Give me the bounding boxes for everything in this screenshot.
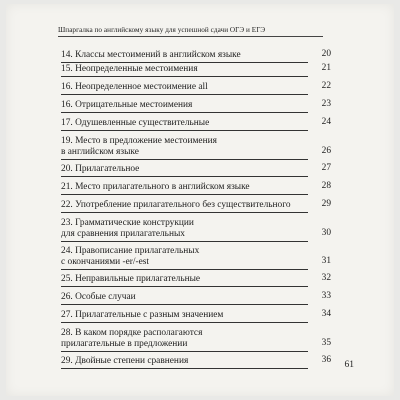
toc-entry-title-line: 24. Правописание прилагательных — [61, 246, 200, 256]
toc-entry-title-line: 19. Место в предложение местоимения — [61, 136, 217, 146]
toc-entry-title — [61, 200, 308, 213]
toc-entry-title-line: 28. В каком порядке располагаются — [61, 328, 203, 338]
toc-entry-page: 31 — [321, 256, 331, 266]
toc-entry-title-line: 20. Прилагательное — [61, 164, 140, 174]
toc-entry-title — [61, 82, 308, 95]
toc-entry-title-line: 17. Одушевленные существительные — [61, 118, 210, 128]
toc-entry-title-line: 14. Классы местоимений в английском языке — [61, 50, 241, 60]
toc-entry-title-line: в английском языке — [61, 147, 139, 157]
toc-entry-page: 20 — [321, 49, 331, 59]
toc-entry-title-line: 15. Неопределенные местоимения — [61, 64, 198, 74]
toc-entry — [61, 100, 331, 111]
toc-entry-title — [61, 274, 308, 287]
toc-entry — [61, 64, 331, 75]
toc-entry-title — [61, 218, 308, 242]
toc-entry-title — [61, 292, 308, 305]
toc-entry-title — [61, 50, 308, 63]
toc-entry-title-line: 25. Неправильные прилагательные — [61, 274, 201, 284]
toc-entry — [61, 218, 331, 240]
toc-entry-page: 33 — [321, 291, 331, 301]
toc-entry-title-line: с окончаниями -er/-est — [61, 257, 150, 267]
toc-entry-page: 36 — [321, 355, 331, 365]
toc-entry-title-line: 27. Прилагательные с разным значением — [61, 310, 224, 320]
toc-entry-page: 32 — [321, 273, 331, 283]
toc-entry — [61, 182, 331, 193]
toc-entry-title — [61, 182, 308, 195]
toc-entry-title-line: 22. Употребление прилагательного без существительного — [61, 200, 291, 210]
toc-entry-title-line: 23. Грамматические конструкции — [61, 218, 194, 228]
toc-entry — [61, 118, 331, 129]
toc-entry — [61, 310, 331, 321]
toc-entry-page: 21 — [321, 63, 331, 73]
toc-entry-title-line: для сравнения прилагательных — [61, 229, 185, 239]
toc-entry — [61, 50, 331, 61]
toc-entry — [61, 82, 331, 93]
toc-entry-title-line: прилагательные в предложении — [61, 339, 188, 349]
toc-entry-title — [61, 100, 308, 113]
toc-entry-title-line: 21. Место прилагательного в английском языке — [61, 182, 250, 192]
toc-entry-title-line: 16. Отрицательные местоимения — [61, 100, 193, 110]
toc-entry-page: 26 — [321, 146, 331, 156]
toc-entry — [61, 292, 331, 303]
toc-entry — [61, 164, 331, 175]
toc-entry-title — [61, 246, 308, 270]
toc-entry-title — [61, 310, 308, 323]
toc-entry-title-line: 26. Особые случаи — [61, 292, 136, 302]
page-number: 61 — [344, 360, 354, 370]
toc-entry-title-line: 16. Неопределенное местоимение all — [61, 82, 208, 92]
toc-entry-title — [61, 164, 308, 177]
toc-entry-page: 23 — [321, 99, 331, 109]
toc-entry-title — [61, 118, 308, 131]
toc-entry-page: 22 — [321, 81, 331, 91]
toc-entry-page: 27 — [321, 163, 331, 173]
toc-entry-page: 29 — [321, 199, 331, 209]
toc-entry-title-line: 29. Двойные степени сравнения — [61, 356, 189, 366]
toc-entry-title — [61, 136, 308, 160]
toc-entry — [61, 328, 331, 350]
toc-entry-title — [61, 328, 308, 352]
toc-entry-page: 30 — [321, 228, 331, 238]
toc-entry — [61, 136, 331, 158]
toc-entry-page: 34 — [321, 309, 331, 319]
toc-entry-page: 24 — [321, 117, 331, 127]
toc-entry-page: 28 — [321, 181, 331, 191]
toc-entry — [61, 200, 331, 211]
toc-entry — [61, 274, 331, 285]
toc-entry — [61, 246, 331, 268]
book-page — [6, 4, 394, 396]
toc-entry-title — [61, 64, 308, 77]
toc-entry-page: 35 — [321, 338, 331, 348]
toc-entry-title — [61, 356, 308, 369]
table-of-contents — [61, 50, 331, 374]
toc-entry — [61, 356, 331, 367]
running-header: Шпаргалка по английскому языку для успешной сдачи ОГЭ и ЕГЭ — [58, 26, 323, 37]
